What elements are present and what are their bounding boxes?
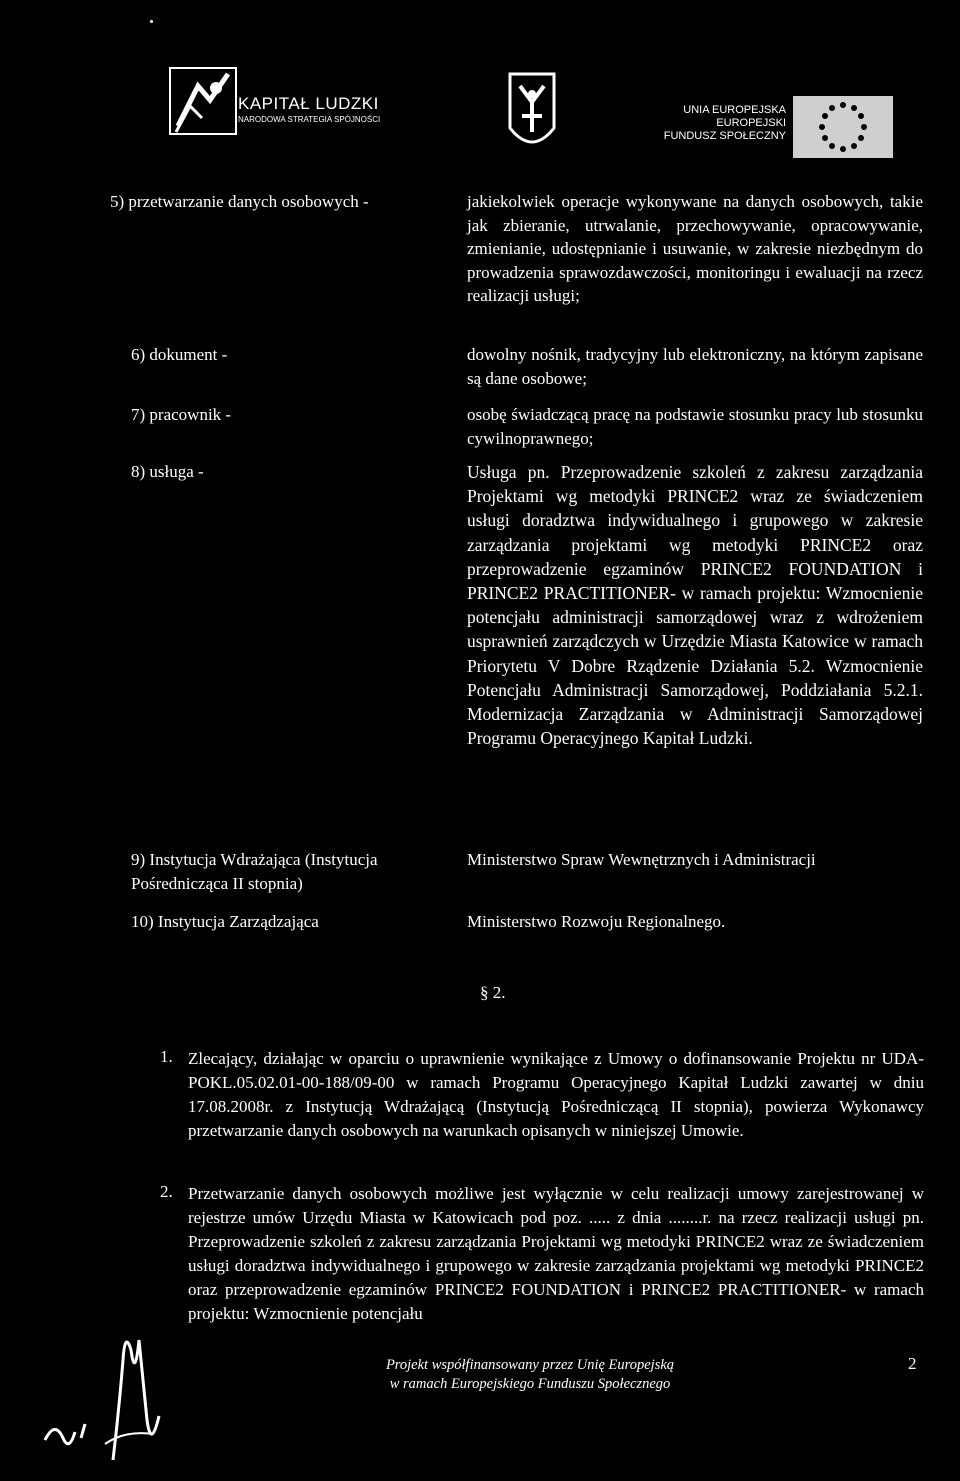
eu-line2: EUROPEJSKI	[716, 117, 786, 129]
def-8-text: Usługa pn. Przeprowadzenie szkoleń z zakresu zarządzania Projektami wg metodyki PRINCE2 wraz ze świadczeniem usługi doradztwa indywidualnego i grupowego w zakresie zarządzania projektami wg metodyki PRINCE2 oraz przeprowadzenie egzaminów PRINCE2 FOUNDATION i PRINCE2 PRACTITIONER- w ramach projektu: Wzmocnienie potencjału administracji samorządowej wraz z wdrożeniem usprawnień zarządczych w Urzędzie Miasta Katowice w ramach Priorytetu V Dobre Rządzenie Działania 5.2. Wzmocnienie Potencjału Administracji Samorządowej, Poddziałania 5.2.1. Modernizacja Zarządzania w Administracji Samorządowej Programu Operacyjnego Kapitał Ludzki.	[467, 462, 923, 749]
scan-speck	[150, 20, 153, 23]
para-1-number: 1.	[160, 1047, 173, 1066]
handwritten-signature-icon	[35, 1320, 170, 1470]
kapital-ludzki-logo-icon	[168, 66, 238, 136]
silesia-crest-icon	[508, 72, 556, 156]
def-10-text: Ministerstwo Rozwoju Regionalnego.	[467, 912, 726, 931]
def-9-text: Ministerstwo Spraw Wewnętrznych i Administracji	[467, 850, 816, 869]
page-number: 2	[908, 1354, 917, 1373]
eu-fund-text	[636, 104, 786, 143]
eu-line3: FUNDUSZ SPOŁECZNY	[663, 130, 786, 142]
def-6-label: 6) dokument -	[131, 345, 228, 364]
eu-flag-icon	[793, 96, 893, 158]
def-8-label: 8) usługa -	[131, 462, 204, 481]
para-1-text: Zlecający, działając w oparciu o uprawnienie wynikające z Umowy o dofinansowanie Projektu nr UDA-POKL.05.02.01-00-188/09-00 w ramach Programu Operacyjnego Kapitał Ludzki zawartej w dniu 17.08.2008r. z Instytucją Wdrażającą (Instytucją Pośredniczącą II stopnia), powierza Wykonawcy przetwarzanie danych osobowych na warunkach opisanych w niniejszej Umowie.	[188, 1049, 924, 1140]
def-6-text: dowolny nośnik, tradycyjny lub elektroniczny, na którym zapisane są dane osobowe;	[467, 345, 923, 388]
footer-line1: Projekt współfinansowany przez Unię Europejską	[385, 1357, 675, 1373]
eu-line1: UNIA EUROPEJSKA	[683, 104, 786, 116]
def-9-label-line1: 9) Instytucja Wdrażająca (Instytucja	[131, 850, 378, 869]
para-2-text: Przetwarzanie danych osobowych możliwe jest wyłącznie w celu realizacji umowy zarejestrowanej w rejestrze umów Urzędu Miasta w Katowicach pod poz. ..... z dnia ........r. na rzecz realizacji usługi pn. Przeprowadzenie szkoleń z zakresu zarządzania Projektami wg metodyki PRINCE2 wraz ze świadczeniem usługi doradztwa indywidualnego i grupowego w zakresie zarządzania projektami wg metodyki PRINCE2 oraz przeprowadzenie egzaminów PRINCE2 FOUNDATION i PRINCE2 PRACTITIONER- w ramach projektu: Wzmocnienie potencjału	[188, 1184, 924, 1323]
footer-note	[300, 1356, 760, 1394]
footer-line2: w ramach Europejskiego Funduszu Społecznego	[389, 1376, 671, 1392]
def-7-label: 7) pracownik -	[131, 405, 232, 424]
def-9-label-line2: Pośrednicząca II stopnia)	[131, 874, 303, 893]
para-2-number: 2.	[160, 1182, 173, 1201]
def-10-label: 10) Instytucja Zarządzająca	[131, 912, 319, 931]
def-5-label: 5) przetwarzanie danych osobowych -	[110, 192, 369, 211]
def-5-text: jakiekolwiek operacje wykonywane na danych osobowych, takie jak zbieranie, utrwalanie, przechowywanie, opracowywanie, zmienianie, udostępnianie i usuwanie, w zakresie niezbędnym do prowadzenia sprawozdawczości, monitoringu i ewaluacji na rzecz realizacji usługi;	[467, 192, 923, 305]
kl-subtitle: NARODOWA STRATEGIA SPÓJNOŚCI	[238, 115, 381, 124]
kl-title: KAPITAŁ LUDZKI	[238, 94, 379, 113]
section-heading: § 2.	[480, 983, 506, 1002]
def-7-text: osobę świadczącą pracę na podstawie stosunku pracy lub stosunku cywilnoprawnego;	[467, 405, 923, 448]
kapital-ludzki-text	[238, 94, 380, 124]
